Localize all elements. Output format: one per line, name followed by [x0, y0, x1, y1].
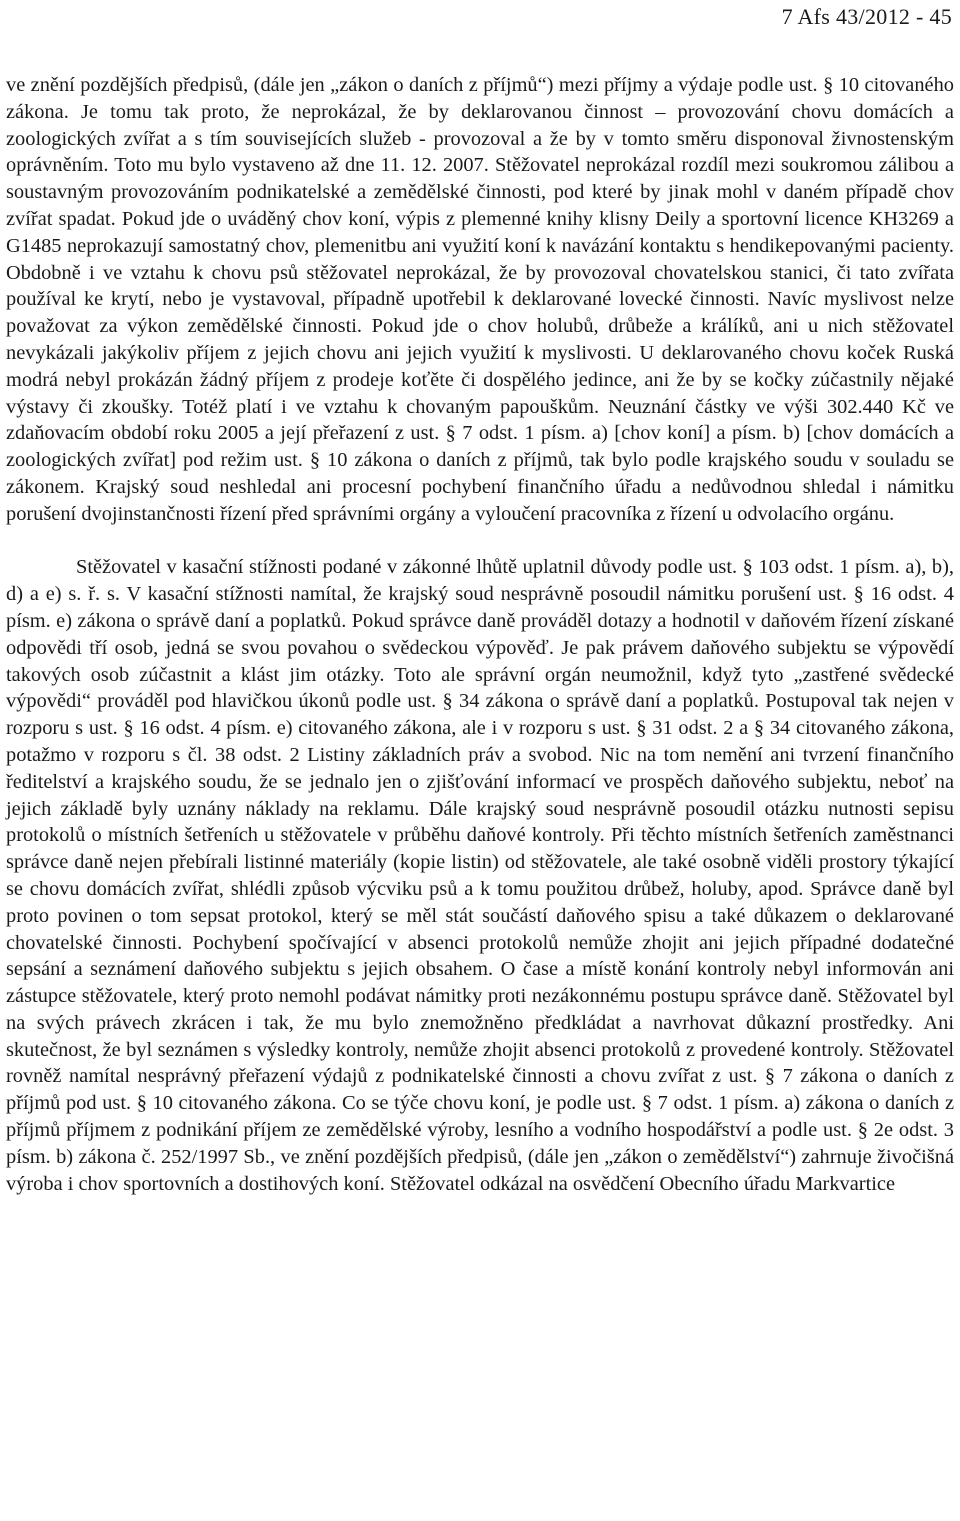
paragraph-1: ve znění pozdějších předpisů, (dále jen „zákon o daních z příjmů“) mezi příjmy a výdaje podle ust. § 10 citovaného zákona. Je tomu tak proto, že neprokázal, že by deklarovanou činnost – provozování chovu domácích a zoologických zvířat a s tím souvisejících služeb - provozoval a že by v tomto směru disponoval živnostenským oprávněním. Toto mu bylo vystaveno až dne 11. 12. 2007. Stěžovatel neprokázal rozdíl mezi soukromou zálibou a soustavným provozováním podnikatelské a zemědělské činnosti, pod které by jinak mohl v daném případě chov zvířat spadat. Pokud jde o uváděný chov koní, výpis z plemenné knihy klisny Deily a sportovní licence KH3269 a G1485 neprokazují samostatný chov, plemenitbu ani využití koní k navázání kontaktu s hendikepovanými pacienty. Obdobně i ve vztahu k chovu psů stěžovatel neprokázal, že by provozoval chovatelskou stanici, či tato zvířata používal ke krytí, nebo je vystavoval, případně upotřebil k deklarované lovecké činnosti. Navíc myslivost nelze považovat za výkon zemědělské činnosti. Pokud jde o chov holubů, drůbeže a králíků, ani u nich stěžovatel nevykázali jakýkoliv příjem z jejich chovu ani jejich využití k myslivosti. U deklarovaného chovu koček Ruská modrá nebyl prokázán žádný příjem z prodeje koťěte či dospělého jedince, ani že by se kočky zúčastnily nějaké výstavy či zkoušky. Totéž platí i ve vztahu k chovaným papouškům. Neuznání částky ve výši 302.440 Kč ve zdaňovacím období roku 2005 a její přeřazení z ust. § 7 odst. 1 písm. a) [chov koní] a písm. b) [chov domácích a zoologických zvířat] pod režim ust. § 10 zákona o daních z příjmů, tak bylo podle krajského soudu v souladu se zákonem. Krajský soud neshledal ani procesní pochybení finančního úřadu a nedůvodnou shledal i námitku porušení dvojinstančnosti řízení před správními orgány a vyloučení pracovníka z řízení u odvolacího orgánu.: [6, 74, 954, 525]
paragraph-2: Stěžovatel v kasační stížnosti podané v zákonné lhůtě uplatnil důvody podle ust. § 103 odst. 1 písm. a), b), d) a e) s. ř. s. V kasační stížnosti namítal, že krajský soud nesprávně posoudil námitku porušení ust. § 16 odst. 4 písm. e) zákona o správě daní a poplatků. Pokud správce daně prováděl dotazy a hodnotil v daňovém řízení získané odpovědi tří osob, jedná se svou povahou o svědeckou výpověď. Je pak právem daňového subjektu se výpovědí takových osob zúčastnit a klást jim otázky. Toto ale správní orgán neumožnil, když tyto „zastřené svědecké výpovědi“ prováděl pod hlavičkou úkonů podle ust. § 34 zákona o správě daní a poplatků. Postupoval tak nejen v rozporu s ust. § 16 odst. 4 písm. e) citovaného zákona, ale i v rozporu s ust. § 31 odst. 2 a § 34 citovaného zákona, potažmo v rozporu s čl. 38 odst. 2 Listiny základních práv a svobod. Nic na tom nemění ani tvrzení finančního ředitelství a krajského soudu, že se jednalo jen o zjišťování informací ve prospěch daňového subjektu, neboť na jejich základě byly uznány náklady na reklamu. Dále krajský soud nesprávně posoudil otázku nutnosti sepisu protokolů o místních šetřeních u stěžovatele v průběhu daňové kontroly. Při těchto místních šetřeních zaměstnanci správce daně nejen přebírali listinné materiály (kopie listin) od stěžovatele, ale také osobně viděli prostory týkající se chovu domácích zvířat, shlédli způsob výcviku psů a k tomu použitou drůbež, holuby, apod. Správce daně byl proto povinen o tom sepsat protokol, který se měl stát součástí daňového spisu a také důkazem o deklarované chovatelské činnosti. Pochybení spočívající v absenci protokolů nemůže zhojit ani jejich případné dodatečné sepsání a seznámení daňového subjektu s jejich obsahem. O čase a místě konání kontroly nebyl informován ani zástupce stěžovatele, který proto nemohl podávat námitky proti nezákonnému postupu správce daně. Stěžovatel byl na svých právech zkrácen i tak, že mu bylo znemožněno předkládat a navrhovat důkazní prostředky. Ani skutečnost, že byl seznámen s výsledky kontroly, nemůže zhojit absenci protokolů z provedené kontroly. Stěžovatel rovněž namítal nesprávný přeřazení výdajů z podnikatelské činnosti a chovu zvířat z ust. § 7 zákona o daních z příjmů pod ust. § 10 citovaného zákona. Co se týče chovu koní, je podle ust. § 7 odst. 1 písm. a) zákona o daních z příjmů příjmem z podnikání příjem ze zemědělské výroby, lesního a vodního hospodářství a podle ust. § 2e odst. 3 písm. b) zákona č. 252/1997 Sb., ve znění pozdějších předpisů, (dále jen „zákon o zemědělství“) zahrnuje živočišná výroba i chov sportovních a dostihových koní. Stěžovatel odkázal na osvědčení Obecního úřadu Markvartice: [6, 556, 954, 1195]
page-header-case-number: 7 Afs 43/2012 - 45: [781, 4, 952, 29]
document-body: [6, 72, 954, 1197]
